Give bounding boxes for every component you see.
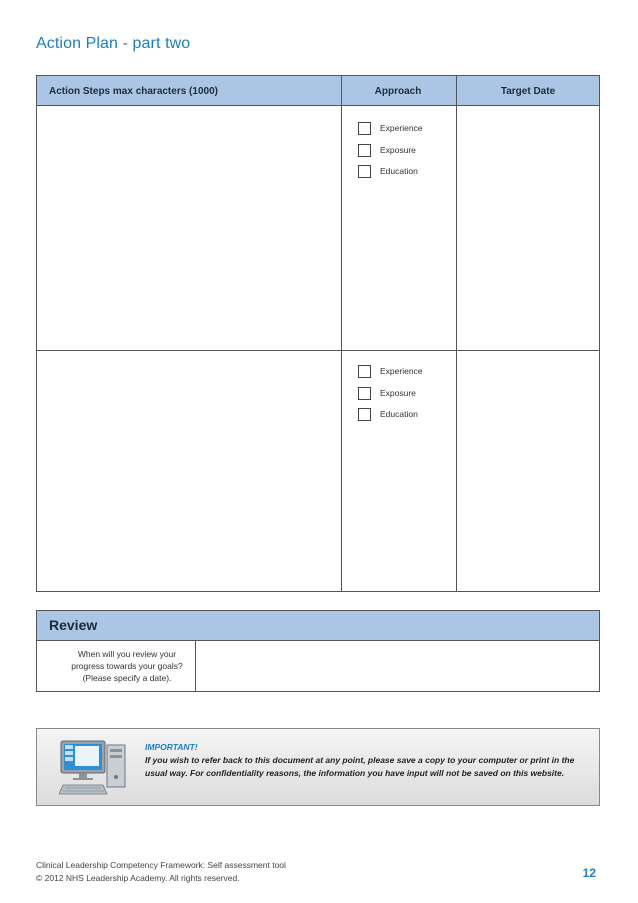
target-date-field-2[interactable] (457, 351, 600, 592)
important-title: IMPORTANT! (145, 742, 198, 752)
education-checkbox[interactable] (358, 408, 371, 421)
option-label: Education (380, 166, 418, 176)
review-question-line: progress towards your goals? (71, 661, 183, 671)
computer-icon (59, 739, 129, 802)
review-date-input[interactable] (195, 641, 599, 691)
header-approach: Approach (374, 86, 422, 97)
table-header-row (37, 76, 599, 106)
page-title: Action Plan - part two (36, 35, 191, 52)
header-action-steps: Action Steps max characters (1000) (49, 86, 218, 97)
target-date-field-1[interactable] (457, 106, 600, 350)
option-label: Exposure (380, 144, 416, 155)
review-question-line: (Please specify a date). (82, 673, 172, 683)
action-steps-field-1[interactable] (37, 106, 341, 350)
footer (36, 859, 286, 885)
option-label: Experience (380, 366, 423, 376)
column-divider (341, 76, 342, 591)
review-title: Review (49, 617, 98, 633)
experience-checkbox[interactable] (358, 365, 371, 378)
action-plan-table (36, 75, 600, 592)
exposure-checkbox[interactable] (358, 144, 371, 157)
header-target-date: Target Date (500, 86, 556, 97)
option-label: Experience (380, 123, 423, 133)
action-steps-field-2[interactable] (37, 351, 341, 592)
review-header (37, 611, 599, 641)
option-label: Exposure (380, 387, 416, 398)
copyright-line: © 2012 NHS Leadership Academy. All rights reserved. (36, 873, 240, 883)
footer-line: Clinical Leadership Competency Framework: Self assessment tool (36, 860, 286, 870)
important-notice (36, 728, 600, 806)
experience-checkbox[interactable] (358, 122, 371, 135)
review-question-line: When will you review your (77, 649, 177, 659)
education-checkbox[interactable] (358, 165, 371, 178)
page-number: 12 (582, 866, 596, 880)
option-label: Education (380, 409, 418, 419)
exposure-checkbox[interactable] (358, 387, 371, 400)
important-text: If you wish to refer back to this document at any point, please save a copy to your computer or print in the usual way. For confidentiality reasons, the information you have input will not be saved on this website. (145, 755, 575, 778)
review-question (55, 648, 199, 684)
review-section (36, 610, 600, 692)
